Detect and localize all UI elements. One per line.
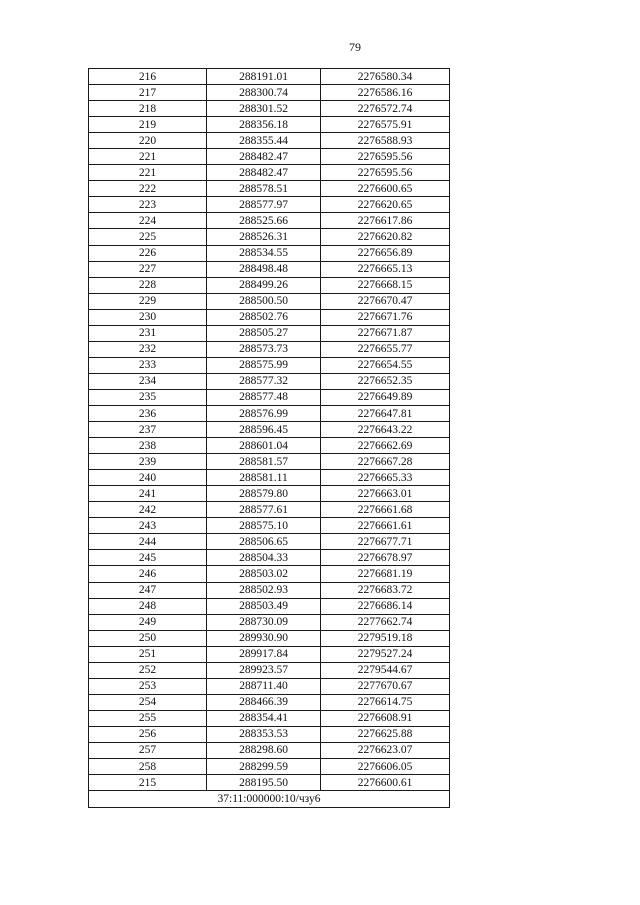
x-coordinate-cell: 288730.09 (207, 614, 321, 630)
table-row (89, 181, 450, 197)
point-number-cell: 251 (89, 646, 207, 662)
table-row (89, 759, 450, 775)
y-coordinate-cell: 2277670.67 (321, 678, 450, 694)
x-coordinate-cell: 288466.39 (207, 694, 321, 710)
y-coordinate-cell: 2276661.61 (321, 518, 450, 534)
y-coordinate-cell: 2276677.71 (321, 534, 450, 550)
y-coordinate-cell: 2276668.15 (321, 277, 450, 293)
table-row (89, 422, 450, 438)
table-row (89, 710, 450, 726)
point-number-cell: 245 (89, 550, 207, 566)
point-number-cell: 238 (89, 438, 207, 454)
point-number-cell: 231 (89, 325, 207, 341)
table-footer-row (89, 791, 450, 808)
x-coordinate-cell: 288601.04 (207, 438, 321, 454)
y-coordinate-cell: 2276595.56 (321, 149, 450, 165)
x-coordinate-cell: 288534.55 (207, 245, 321, 261)
table-row (89, 630, 450, 646)
point-number-cell: 240 (89, 470, 207, 486)
y-coordinate-cell: 2276671.76 (321, 309, 450, 325)
table-row (89, 101, 450, 117)
table-row (89, 405, 450, 421)
x-coordinate-cell: 288191.01 (207, 69, 321, 85)
point-number-cell: 217 (89, 85, 207, 101)
table-row (89, 470, 450, 486)
y-coordinate-cell: 2276620.82 (321, 229, 450, 245)
x-coordinate-cell: 288500.50 (207, 293, 321, 309)
y-coordinate-cell: 2276655.77 (321, 341, 450, 357)
table-row (89, 486, 450, 502)
y-coordinate-cell: 2276643.22 (321, 422, 450, 438)
y-coordinate-cell: 2276588.93 (321, 133, 450, 149)
point-number-cell: 226 (89, 245, 207, 261)
table-row (89, 229, 450, 245)
point-number-cell: 216 (89, 69, 207, 85)
table-row (89, 550, 450, 566)
x-coordinate-cell: 288298.60 (207, 742, 321, 758)
x-coordinate-cell: 288506.65 (207, 534, 321, 550)
x-coordinate-cell: 288503.02 (207, 566, 321, 582)
x-coordinate-cell: 289930.90 (207, 630, 321, 646)
table-row (89, 646, 450, 662)
x-coordinate-cell: 288353.53 (207, 726, 321, 742)
point-number-cell: 215 (89, 775, 207, 791)
x-coordinate-cell: 289917.84 (207, 646, 321, 662)
table-row (89, 534, 450, 550)
x-coordinate-cell: 288576.99 (207, 405, 321, 421)
x-coordinate-cell: 288499.26 (207, 277, 321, 293)
table-row (89, 726, 450, 742)
point-number-cell: 225 (89, 229, 207, 245)
x-coordinate-cell: 288355.44 (207, 133, 321, 149)
point-number-cell: 241 (89, 486, 207, 502)
table-row (89, 389, 450, 405)
table-row (89, 502, 450, 518)
y-coordinate-cell: 2276620.65 (321, 197, 450, 213)
table-row (89, 165, 450, 181)
table-row (89, 678, 450, 694)
x-coordinate-cell: 288577.61 (207, 502, 321, 518)
point-number-cell: 246 (89, 566, 207, 582)
table-row (89, 341, 450, 357)
x-coordinate-cell: 288502.76 (207, 309, 321, 325)
table-row (89, 598, 450, 614)
x-coordinate-cell: 288577.97 (207, 197, 321, 213)
point-number-cell: 242 (89, 502, 207, 518)
table-row (89, 775, 450, 791)
y-coordinate-cell: 2276625.88 (321, 726, 450, 742)
x-coordinate-cell: 288575.10 (207, 518, 321, 534)
table-row (89, 566, 450, 582)
x-coordinate-cell: 288504.33 (207, 550, 321, 566)
point-number-cell: 218 (89, 101, 207, 117)
table-row (89, 117, 450, 133)
point-number-cell: 220 (89, 133, 207, 149)
table-row (89, 454, 450, 470)
coordinates-table (88, 68, 450, 808)
y-coordinate-cell: 2276623.07 (321, 742, 450, 758)
y-coordinate-cell: 2276671.87 (321, 325, 450, 341)
point-number-cell: 252 (89, 662, 207, 678)
y-coordinate-cell: 2276600.65 (321, 181, 450, 197)
x-coordinate-cell: 289923.57 (207, 662, 321, 678)
table-row (89, 245, 450, 261)
x-coordinate-cell: 288482.47 (207, 165, 321, 181)
y-coordinate-cell: 2279519.18 (321, 630, 450, 646)
x-coordinate-cell: 288525.66 (207, 213, 321, 229)
point-number-cell: 222 (89, 181, 207, 197)
y-coordinate-cell: 2276608.91 (321, 710, 450, 726)
y-coordinate-cell: 2276662.69 (321, 438, 450, 454)
y-coordinate-cell: 2276600.61 (321, 775, 450, 791)
point-number-cell: 257 (89, 742, 207, 758)
x-coordinate-cell: 288579.80 (207, 486, 321, 502)
table-row (89, 85, 450, 101)
table-row (89, 69, 450, 85)
y-coordinate-cell: 2276617.86 (321, 213, 450, 229)
point-number-cell: 258 (89, 759, 207, 775)
x-coordinate-cell: 288299.59 (207, 759, 321, 775)
x-coordinate-cell: 288575.99 (207, 357, 321, 373)
table-row (89, 149, 450, 165)
point-number-cell: 230 (89, 309, 207, 325)
table-row (89, 213, 450, 229)
x-coordinate-cell: 288577.32 (207, 373, 321, 389)
y-coordinate-cell: 2276586.16 (321, 85, 450, 101)
point-number-cell: 227 (89, 261, 207, 277)
y-coordinate-cell: 2276678.97 (321, 550, 450, 566)
x-coordinate-cell: 288505.27 (207, 325, 321, 341)
point-number-cell: 247 (89, 582, 207, 598)
y-coordinate-cell: 2276665.13 (321, 261, 450, 277)
y-coordinate-cell: 2276606.05 (321, 759, 450, 775)
point-number-cell: 234 (89, 373, 207, 389)
table-row (89, 373, 450, 389)
point-number-cell: 221 (89, 149, 207, 165)
table-row (89, 133, 450, 149)
coordinates-table-body (89, 69, 450, 791)
point-number-cell: 233 (89, 357, 207, 373)
cadastral-number-cell: 37:11:000000:10/чзу6 (89, 791, 450, 808)
y-coordinate-cell: 2279527.24 (321, 646, 450, 662)
y-coordinate-cell: 2279544.67 (321, 662, 450, 678)
y-coordinate-cell: 2276654.55 (321, 357, 450, 373)
y-coordinate-cell: 2276686.14 (321, 598, 450, 614)
x-coordinate-cell: 288482.47 (207, 149, 321, 165)
y-coordinate-cell: 2276670.47 (321, 293, 450, 309)
point-number-cell: 228 (89, 277, 207, 293)
point-number-cell: 237 (89, 422, 207, 438)
y-coordinate-cell: 2276647.81 (321, 405, 450, 421)
y-coordinate-cell: 2276575.91 (321, 117, 450, 133)
point-number-cell: 249 (89, 614, 207, 630)
y-coordinate-cell: 2276595.56 (321, 165, 450, 181)
x-coordinate-cell: 288526.31 (207, 229, 321, 245)
point-number-cell: 253 (89, 678, 207, 694)
point-number-cell: 248 (89, 598, 207, 614)
x-coordinate-cell: 288502.93 (207, 582, 321, 598)
x-coordinate-cell: 288498.48 (207, 261, 321, 277)
x-coordinate-cell: 288596.45 (207, 422, 321, 438)
y-coordinate-cell: 2276572.74 (321, 101, 450, 117)
x-coordinate-cell: 288195.50 (207, 775, 321, 791)
y-coordinate-cell: 2276665.33 (321, 470, 450, 486)
table-row (89, 277, 450, 293)
y-coordinate-cell: 2276663.01 (321, 486, 450, 502)
point-number-cell: 236 (89, 405, 207, 421)
x-coordinate-cell: 288356.18 (207, 117, 321, 133)
table-row (89, 518, 450, 534)
y-coordinate-cell: 2276661.68 (321, 502, 450, 518)
y-coordinate-cell: 2276580.34 (321, 69, 450, 85)
table-row (89, 742, 450, 758)
y-coordinate-cell: 2276614.75 (321, 694, 450, 710)
x-coordinate-cell: 288577.48 (207, 389, 321, 405)
y-coordinate-cell: 2276649.89 (321, 389, 450, 405)
y-coordinate-cell: 2277662.74 (321, 614, 450, 630)
table-row (89, 309, 450, 325)
point-number-cell: 219 (89, 117, 207, 133)
table-row (89, 261, 450, 277)
point-number-cell: 223 (89, 197, 207, 213)
x-coordinate-cell: 288578.51 (207, 181, 321, 197)
table-row (89, 197, 450, 213)
x-coordinate-cell: 288581.57 (207, 454, 321, 470)
point-number-cell: 255 (89, 710, 207, 726)
table-row (89, 662, 450, 678)
point-number-cell: 229 (89, 293, 207, 309)
y-coordinate-cell: 2276656.89 (321, 245, 450, 261)
x-coordinate-cell: 288503.49 (207, 598, 321, 614)
table-row (89, 614, 450, 630)
point-number-cell: 232 (89, 341, 207, 357)
point-number-cell: 254 (89, 694, 207, 710)
table-row (89, 438, 450, 454)
page-number: 79 (349, 40, 361, 54)
table-row (89, 582, 450, 598)
x-coordinate-cell: 288711.40 (207, 678, 321, 694)
point-number-cell: 244 (89, 534, 207, 550)
table-row (89, 325, 450, 341)
x-coordinate-cell: 288573.73 (207, 341, 321, 357)
table-row (89, 293, 450, 309)
y-coordinate-cell: 2276652.35 (321, 373, 450, 389)
y-coordinate-cell: 2276681.19 (321, 566, 450, 582)
x-coordinate-cell: 288581.11 (207, 470, 321, 486)
x-coordinate-cell: 288354.41 (207, 710, 321, 726)
x-coordinate-cell: 288301.52 (207, 101, 321, 117)
table-row (89, 357, 450, 373)
point-number-cell: 250 (89, 630, 207, 646)
point-number-cell: 221 (89, 165, 207, 181)
table-row (89, 694, 450, 710)
point-number-cell: 224 (89, 213, 207, 229)
point-number-cell: 243 (89, 518, 207, 534)
point-number-cell: 235 (89, 389, 207, 405)
x-coordinate-cell: 288300.74 (207, 85, 321, 101)
y-coordinate-cell: 2276667.28 (321, 454, 450, 470)
y-coordinate-cell: 2276683.72 (321, 582, 450, 598)
point-number-cell: 256 (89, 726, 207, 742)
point-number-cell: 239 (89, 454, 207, 470)
